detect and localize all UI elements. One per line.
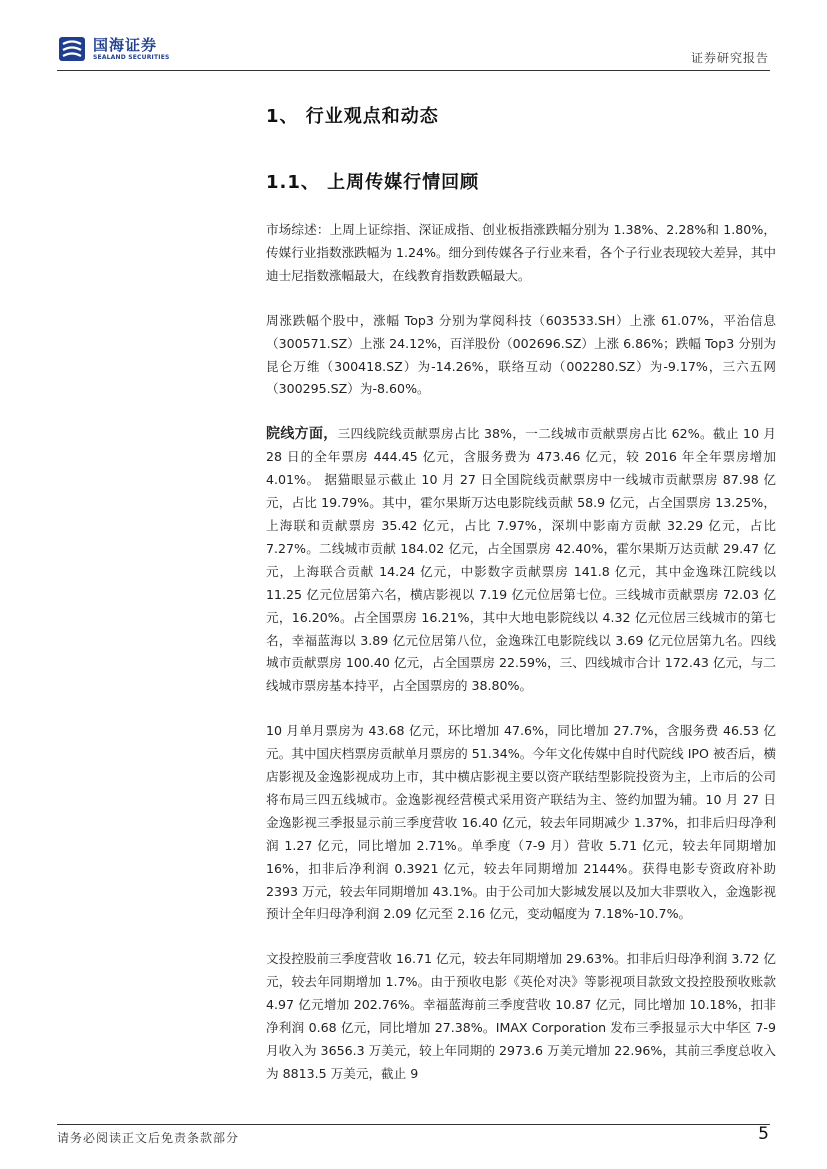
paragraph-text: 周涨跌幅个股中，涨幅 Top3 分别为掌阅科技（603533.SH）上涨 61.07%，平治信息（300571.SZ）上涨 24.12%，百洋股份（002696.SZ）上涨 6.86%；跌幅 Top3 分别为昆仑万维（300418.SZ）为-14.26%，联络互动（002280.SZ）为-9.17%，三六五网（300295.SZ）为-8.60%。 [266,312,776,397]
subsection-heading: 1.1、 上周传媒行情回顾 [266,172,480,193]
header-divider [57,70,770,71]
paragraph-cinema [266,423,776,698]
section-heading: 1、 行业观点和动态 [266,106,439,127]
paragraph-market-summary [266,219,776,288]
logo-chinese-name: 国海证券 [93,35,158,54]
footer-divider [57,1124,770,1125]
report-type-label: 证券研究报告 [690,51,769,65]
paragraph-top-stocks [266,310,776,402]
paragraph-text: 三四线院线贡献票房占比 38%，一二线城市贡献票房占比 62%。截止 10 月 28 日的全年票房 444.45 亿元，含服务费为 473.46 亿元，较 2016 年全年票房增加 4.01%。 据猫眼显示截止 10 月 27 日全国院线贡献票房中一线城市贡献票房 87.98 亿元，占比 19.79%。其中，霍尔果斯万达电影院线贡献 58.9 亿元，占全国票房 13.25%，上海联和贡献票房 35.42 亿元，占比 7.97%，深圳中影南方贡献 32.29 亿元，占比 7.27%。二线城市贡献 184.02 亿元，占全国票房 42.40%，霍尔果斯万达贡献 29.47 亿元，上海联合贡献 14.24 亿元，中影数字贡献票房 141.8 亿元，其中金逸珠江院线以 11.25 亿元位居第六名，横店影视以 7.19 亿元位居第七位。三线城市贡献票房 72.03 亿元，16.20%。占全国票房 16.21%，其中大地电影院线以 4.32 亿元位居三线城市的第七名，幸福蓝海以 3.89 亿元位居第八位，金逸珠江电影院线以 3.69 亿元位居第九名。四线城市贡献票房 100.40 亿元，占全国票房 22.59%，三、四线城市合计 172.43 亿元，与二线城市票房基本持平，占全国票房的 38.80%。 [266,426,777,694]
body-content [266,219,776,1108]
paragraph-lead: 院线方面， [266,426,338,443]
sealand-logo-icon [57,34,87,64]
paragraph-october-box-office [266,720,776,926]
paragraph-company-results [266,948,776,1085]
logo-english-name: SEALAND SECURITIES [93,53,170,61]
paragraph-text: 市场综述：上周上证综指、深证成指、创业板指涨跌幅分别为 1.38%、2.28%和 1.80%，传媒行业指数涨跌幅为 1.24%。细分到传媒各子行业来看，各个子行业表现较大差异，其中迪士尼指数涨幅最大，在线教育指数跌幅最大。 [266,222,776,283]
page-number: 5 [758,1124,769,1144]
paragraph-text: 10 月单月票房为 43.68 亿元，环比增加 47.6%，同比增加 27.7%，含服务费 46.53 亿元。其中国庆档票房贡献单月票房的 51.34%。今年文化传媒中自时代院线 IPO 被否后，横店影视及金逸影视成功上市，其中横店影视主要以资产联结型影院投资为主，上市后的公司将布局三四五线城市。金逸影视经营模式采用资产联结为主、签约加盟为辅。10 月 27 日金逸影视三季报显示前三季度营收 16.40 亿元，较去年同期减少 1.37%，扣非后归母净利润 1.27 亿元，同比增加 2.71%。单季度（7-9 月）营收 5.71 亿元，较去年同期增加 16%，扣非后净利润 0.3921 亿元，较去年同期增加 2144%。获得电影专资政府补助 2393 万元，较去年同期增加 43.1%。由于公司加大影城发展以及加大非票收入，金逸影视预计全年归母净利润 2.09 亿元至 2.16 亿元，变动幅度为 7.18%-10.7%。 [266,723,776,922]
footer-disclaimer: 请务必阅读正文后免责条款部分 [57,1131,240,1145]
company-logo [57,32,170,66]
paragraph-text: 文投控股前三季度营收 16.71 亿元，较去年同期增加 29.63%。扣非后归母净利润 3.72 亿元，较去年同期增加 1.7%。由于预收电影《英伦对决》等影视项目款致文投控股预收账款 4.97 亿元增加 202.76%。幸福蓝海前三季度营收 10.87 亿元，同比增加 10.18%，扣非净利润 0.68 亿元，同比增加 27.38%。IMAX Corporation 发布三季报显示大中华区 7-9 月收入为 3656.3 万美元，较上年同期的 2973.6 万美元增加 22.96%，其前三季度总收入为 8813.5 万美元，截止 9 [266,951,776,1081]
